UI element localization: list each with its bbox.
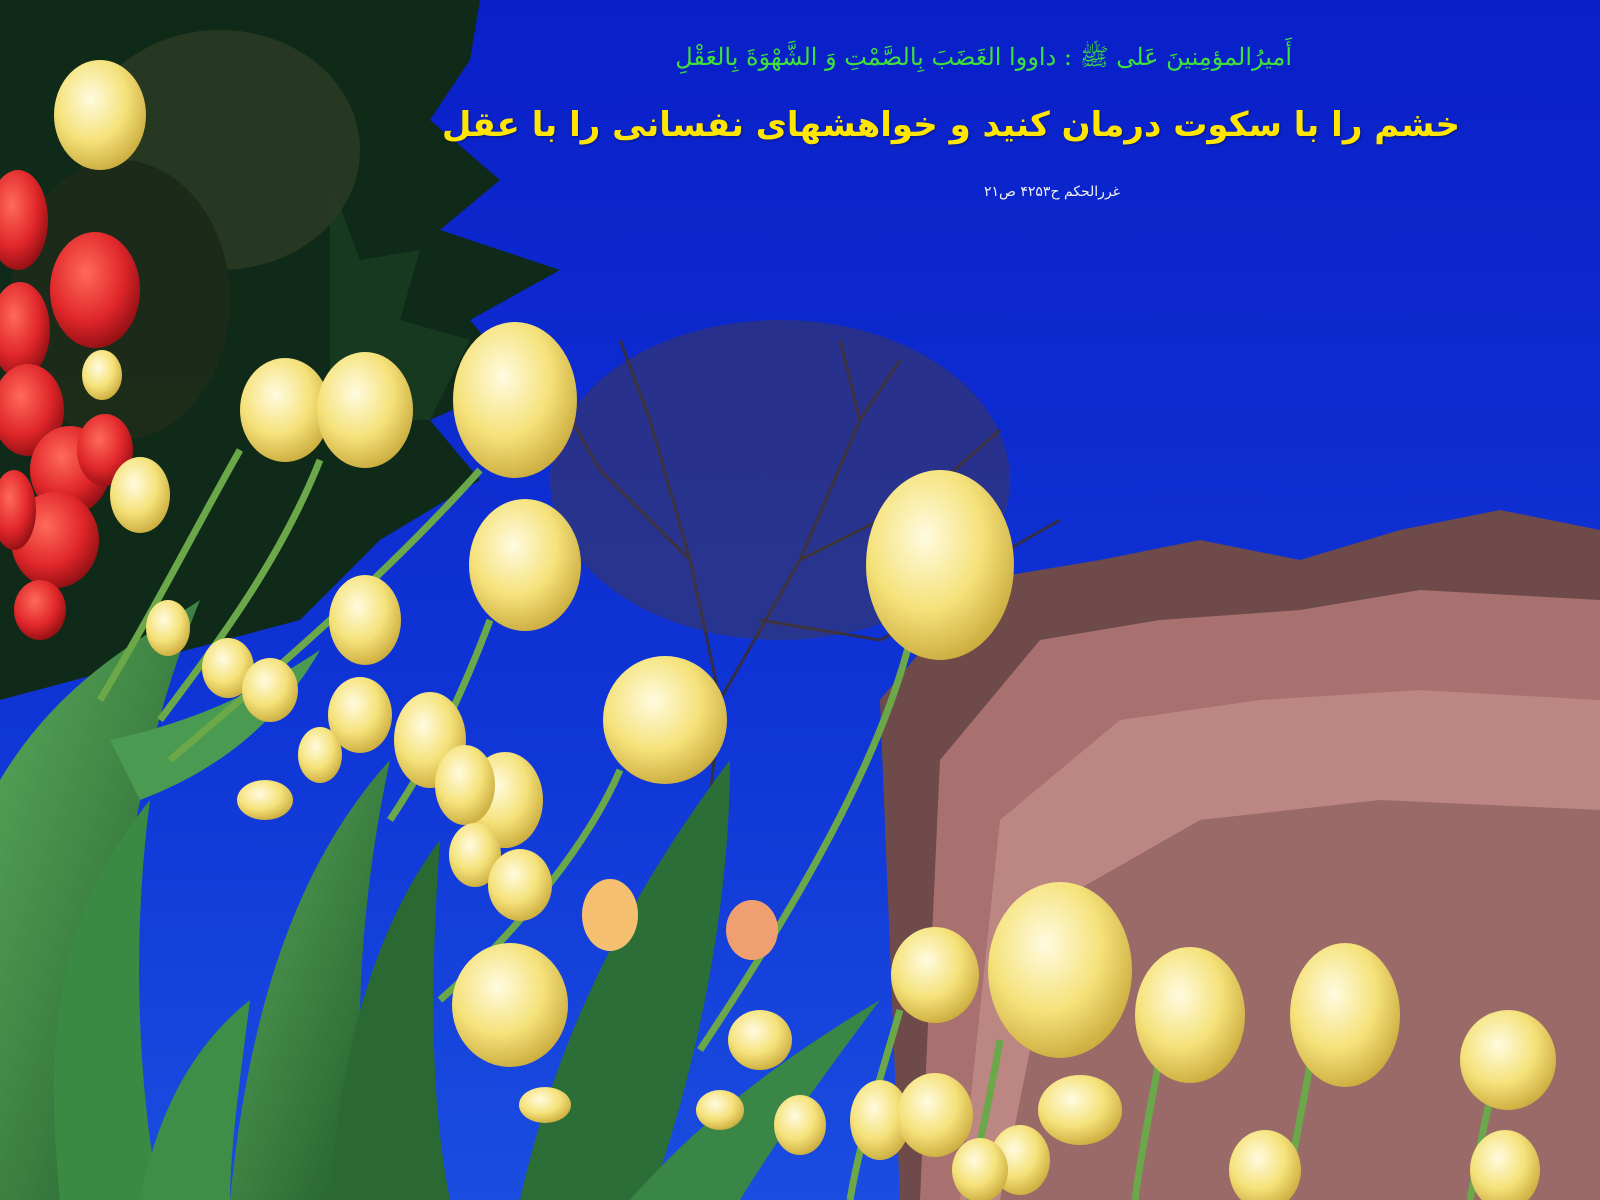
persian-translation: خشم را با سکوت درمان کنید و خواهشهای نفسانی را با عقل (441, 105, 1460, 145)
arabic-hadith: أَميرُالمؤمِنينَ عَلى ﷺ : داووا الغَضَبَ بِالصَّمْتِ وَ الشَّهْوَةَ بِالعَقْلِ (675, 43, 1292, 71)
hadith-source: غررالحكم ح۴۲۵۳ ص۲۱ (983, 184, 1120, 200)
